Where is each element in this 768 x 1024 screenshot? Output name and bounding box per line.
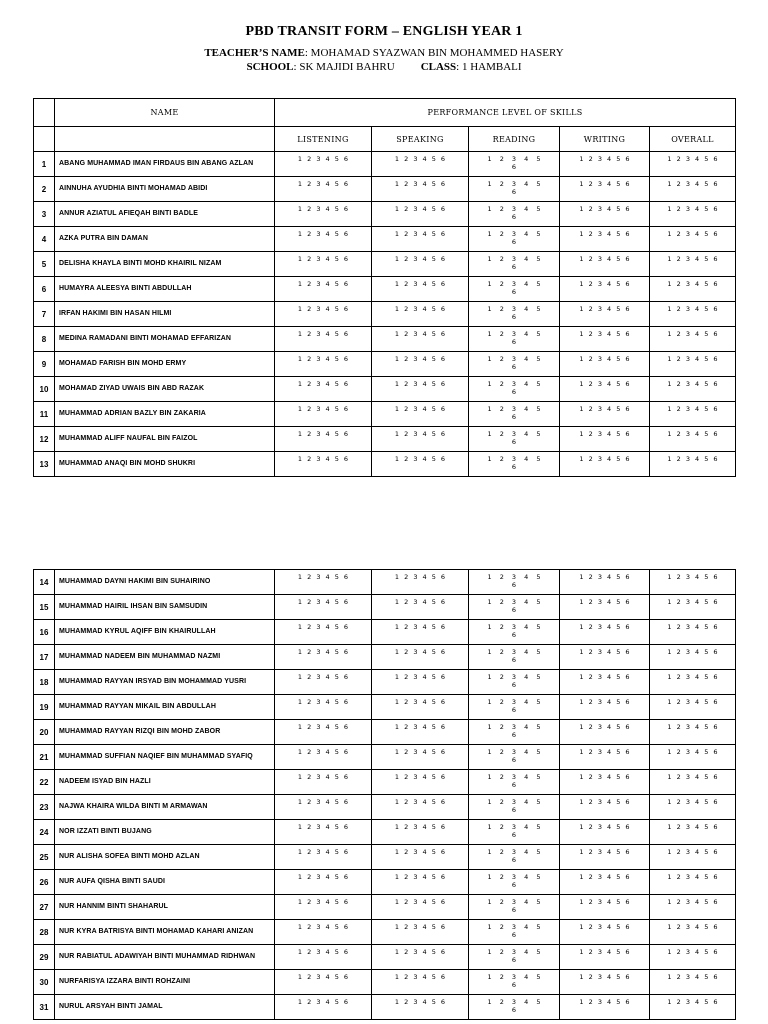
score-reading[interactable]: 1 2 3 4 5 6	[469, 870, 560, 895]
score-reading[interactable]: 1 2 3 4 5 6	[469, 920, 560, 945]
score-reading[interactable]: 1 2 3 4 5 6	[469, 252, 560, 277]
student-name: MUHAMMAD HAIRIL IHSAN BIN SAMSUDIN	[55, 595, 275, 620]
student-number: 19	[34, 695, 55, 720]
table-row	[34, 795, 736, 820]
score-speaking[interactable]: 1 2 3 4 5 6	[372, 720, 469, 745]
score-reading[interactable]: 1 2 3 4 5 6	[469, 995, 560, 1020]
student-name: MUHAMMAD RAYYAN RIZQI BIN MOHD ZABOR	[55, 720, 275, 745]
score-listening[interactable]: 1 2 3 4 5 6	[275, 452, 372, 477]
student-number: 26	[34, 870, 55, 895]
score-writing[interactable]: 1 2 3 4 5 6	[560, 795, 650, 820]
score-writing[interactable]: 1 2 3 4 5 6	[560, 945, 650, 970]
student-number: 21	[34, 745, 55, 770]
score-reading[interactable]: 1 2 3 4 5 6	[469, 745, 560, 770]
student-name: DELISHA KHAYLA BINTI MOHD KHAIRIL NIZAM	[55, 252, 275, 277]
score-listening[interactable]: 1 2 3 4 5 6	[275, 770, 372, 795]
student-number: 10	[34, 377, 55, 402]
score-writing[interactable]: 1 2 3 4 5 6	[560, 670, 650, 695]
score-reading[interactable]: 1 2 3 4 5 6	[469, 152, 560, 177]
student-name: MUHAMMAD ADRIAN BAZLY BIN ZAKARIA	[55, 402, 275, 427]
score-overall[interactable]: 1 2 3 4 5 6	[650, 795, 736, 820]
skills-header-blank	[55, 127, 275, 152]
score-listening[interactable]: 1 2 3 4 5 6	[275, 795, 372, 820]
student-name: NURUL ARSYAH BINTI JAMAL	[55, 995, 275, 1020]
score-speaking[interactable]: 1 2 3 4 5 6	[372, 452, 469, 477]
score-listening[interactable]: 1 2 3 4 5 6	[275, 327, 372, 352]
score-overall[interactable]: 1 2 3 4 5 6	[650, 670, 736, 695]
table-row	[34, 327, 736, 352]
score-listening[interactable]: 1 2 3 4 5 6	[275, 970, 372, 995]
student-number: 15	[34, 595, 55, 620]
score-overall[interactable]: 1 2 3 4 5 6	[650, 202, 736, 227]
class-label: CLASS	[420, 61, 457, 73]
score-overall[interactable]: 1 2 3 4 5 6	[650, 645, 736, 670]
score-reading[interactable]: 1 2 3 4 5 6	[469, 277, 560, 302]
score-writing[interactable]: 1 2 3 4 5 6	[560, 745, 650, 770]
score-writing[interactable]: 1 2 3 4 5 6	[560, 820, 650, 845]
score-overall[interactable]: 1 2 3 4 5 6	[650, 277, 736, 302]
score-overall[interactable]: 1 2 3 4 5 6	[650, 327, 736, 352]
score-listening[interactable]: 1 2 3 4 5 6	[275, 252, 372, 277]
score-listening[interactable]: 1 2 3 4 5 6	[275, 820, 372, 845]
student-number: 24	[34, 820, 55, 845]
student-name: MEDINA RAMADANI BINTI MOHAMAD EFFARIZAN	[55, 327, 275, 352]
score-overall[interactable]: 1 2 3 4 5 6	[650, 227, 736, 252]
student-name: MUHAMMAD SUFFIAN NAQIEF BIN MUHAMMAD SYAFIQ	[55, 745, 275, 770]
table-row	[34, 595, 736, 620]
student-name: NUR ALISHA SOFEA BINTI MOHD AZLAN	[55, 845, 275, 870]
score-overall[interactable]: 1 2 3 4 5 6	[650, 820, 736, 845]
score-overall[interactable]: 1 2 3 4 5 6	[650, 920, 736, 945]
student-number: 12	[34, 427, 55, 452]
score-listening[interactable]: 1 2 3 4 5 6	[275, 645, 372, 670]
score-reading[interactable]: 1 2 3 4 5 6	[469, 945, 560, 970]
table-row	[34, 452, 736, 477]
table-row	[34, 945, 736, 970]
score-reading[interactable]: 1 2 3 4 5 6	[469, 795, 560, 820]
score-speaking[interactable]: 1 2 3 4 5 6	[372, 770, 469, 795]
student-number: 1	[34, 152, 55, 177]
score-overall[interactable]: 1 2 3 4 5 6	[650, 252, 736, 277]
table-row	[34, 152, 736, 177]
score-speaking[interactable]: 1 2 3 4 5 6	[372, 570, 469, 595]
school-name: : SK MAJIDI BAHRU	[293, 61, 395, 73]
score-writing[interactable]: 1 2 3 4 5 6	[560, 177, 650, 202]
score-speaking[interactable]: 1 2 3 4 5 6	[372, 820, 469, 845]
score-overall[interactable]: 1 2 3 4 5 6	[650, 302, 736, 327]
table-row	[34, 995, 736, 1020]
score-reading[interactable]: 1 2 3 4 5 6	[469, 327, 560, 352]
score-writing[interactable]: 1 2 3 4 5 6	[560, 895, 650, 920]
score-reading[interactable]: 1 2 3 4 5 6	[469, 177, 560, 202]
score-overall[interactable]: 1 2 3 4 5 6	[650, 595, 736, 620]
score-listening[interactable]: 1 2 3 4 5 6	[275, 870, 372, 895]
score-speaking[interactable]: 1 2 3 4 5 6	[372, 745, 469, 770]
score-reading[interactable]: 1 2 3 4 5 6	[469, 970, 560, 995]
score-reading[interactable]: 1 2 3 4 5 6	[469, 452, 560, 477]
score-speaking[interactable]: 1 2 3 4 5 6	[372, 402, 469, 427]
score-speaking[interactable]: 1 2 3 4 5 6	[372, 427, 469, 452]
student-name: MUHAMMAD ALIFF NAUFAL BIN FAIZOL	[55, 427, 275, 452]
score-reading[interactable]: 1 2 3 4 5 6	[469, 645, 560, 670]
table-row	[34, 845, 736, 870]
score-speaking[interactable]: 1 2 3 4 5 6	[372, 945, 469, 970]
score-overall[interactable]: 1 2 3 4 5 6	[650, 620, 736, 645]
score-listening[interactable]: 1 2 3 4 5 6	[275, 402, 372, 427]
skill-header-speaking: SPEAKING	[372, 127, 469, 152]
score-listening[interactable]: 1 2 3 4 5 6	[275, 595, 372, 620]
table-row	[34, 202, 736, 227]
student-name: NAJWA KHAIRA WILDA BINTI M ARMAWAN	[55, 795, 275, 820]
performance-header: PERFORMANCE LEVEL OF SKILLS	[275, 99, 736, 127]
score-overall[interactable]: 1 2 3 4 5 6	[650, 177, 736, 202]
score-listening[interactable]: 1 2 3 4 5 6	[275, 945, 372, 970]
student-name: MUHAMMAD RAYYAN IRSYAD BIN MOHAMMAD YUSRI	[55, 670, 275, 695]
score-overall[interactable]: 1 2 3 4 5 6	[650, 695, 736, 720]
score-speaking[interactable]: 1 2 3 4 5 6	[372, 177, 469, 202]
score-speaking[interactable]: 1 2 3 4 5 6	[372, 227, 469, 252]
table-row	[34, 352, 736, 377]
skill-header-listening: LISTENING	[275, 127, 372, 152]
score-overall[interactable]: 1 2 3 4 5 6	[650, 570, 736, 595]
score-speaking[interactable]: 1 2 3 4 5 6	[372, 620, 469, 645]
score-listening[interactable]: 1 2 3 4 5 6	[275, 845, 372, 870]
table-row	[34, 820, 736, 845]
table-row	[34, 427, 736, 452]
score-writing[interactable]: 1 2 3 4 5 6	[560, 620, 650, 645]
score-speaking[interactable]: 1 2 3 4 5 6	[372, 352, 469, 377]
score-reading[interactable]: 1 2 3 4 5 6	[469, 377, 560, 402]
score-writing[interactable]: 1 2 3 4 5 6	[560, 645, 650, 670]
student-name: MUHAMMAD DAYNI HAKIMI BIN SUHAIRINO	[55, 570, 275, 595]
student-number: 27	[34, 895, 55, 920]
score-overall[interactable]: 1 2 3 4 5 6	[650, 945, 736, 970]
student-name: MOHAMAD ZIYAD UWAIS BIN ABD RAZAK	[55, 377, 275, 402]
student-number: 14	[34, 570, 55, 595]
table-row	[34, 402, 736, 427]
teacher-label: TEACHER’S NAME	[204, 47, 305, 59]
score-listening[interactable]: 1 2 3 4 5 6	[275, 302, 372, 327]
table-row	[34, 645, 736, 670]
score-writing[interactable]: 1 2 3 4 5 6	[560, 695, 650, 720]
student-number: 2	[34, 177, 55, 202]
student-number: 29	[34, 945, 55, 970]
student-number: 31	[34, 995, 55, 1020]
score-speaking[interactable]: 1 2 3 4 5 6	[372, 695, 469, 720]
table-row	[34, 177, 736, 202]
score-overall[interactable]: 1 2 3 4 5 6	[650, 452, 736, 477]
score-overall[interactable]: 1 2 3 4 5 6	[650, 845, 736, 870]
score-writing[interactable]: 1 2 3 4 5 6	[560, 970, 650, 995]
score-listening[interactable]: 1 2 3 4 5 6	[275, 620, 372, 645]
student-number: 7	[34, 302, 55, 327]
student-name: MUHAMMAD RAYYAN MIKAIL BIN ABDULLAH	[55, 695, 275, 720]
score-speaking[interactable]: 1 2 3 4 5 6	[372, 795, 469, 820]
score-writing[interactable]: 1 2 3 4 5 6	[560, 595, 650, 620]
table-row	[34, 227, 736, 252]
score-reading[interactable]: 1 2 3 4 5 6	[469, 820, 560, 845]
teacher-name: : MOHAMAD SYAZWAN BIN MOHAMMED HASERY	[304, 47, 564, 59]
score-writing[interactable]: 1 2 3 4 5 6	[560, 427, 650, 452]
table-row	[34, 252, 736, 277]
score-overall[interactable]: 1 2 3 4 5 6	[650, 770, 736, 795]
student-number: 4	[34, 227, 55, 252]
class-name: : 1 HAMBALI	[456, 61, 522, 73]
score-overall[interactable]: 1 2 3 4 5 6	[650, 352, 736, 377]
score-speaking[interactable]: 1 2 3 4 5 6	[372, 595, 469, 620]
student-number: 20	[34, 720, 55, 745]
score-speaking[interactable]: 1 2 3 4 5 6	[372, 252, 469, 277]
table-row	[34, 670, 736, 695]
score-listening[interactable]: 1 2 3 4 5 6	[275, 745, 372, 770]
score-reading[interactable]: 1 2 3 4 5 6	[469, 202, 560, 227]
score-writing[interactable]: 1 2 3 4 5 6	[560, 202, 650, 227]
student-name: ABANG MUHAMMAD IMAN FIRDAUS BIN ABANG AZLAN	[55, 152, 275, 177]
table-row	[34, 970, 736, 995]
score-overall[interactable]: 1 2 3 4 5 6	[650, 377, 736, 402]
score-reading[interactable]: 1 2 3 4 5 6	[469, 570, 560, 595]
score-listening[interactable]: 1 2 3 4 5 6	[275, 352, 372, 377]
score-reading[interactable]: 1 2 3 4 5 6	[469, 695, 560, 720]
header-corner	[34, 99, 55, 127]
table-row	[34, 620, 736, 645]
score-writing[interactable]: 1 2 3 4 5 6	[560, 402, 650, 427]
student-name: NUR HANNIM BINTI SHAHARUL	[55, 895, 275, 920]
score-reading[interactable]: 1 2 3 4 5 6	[469, 595, 560, 620]
students-table-top	[33, 98, 736, 477]
student-number: 9	[34, 352, 55, 377]
score-writing[interactable]: 1 2 3 4 5 6	[560, 252, 650, 277]
score-speaking[interactable]: 1 2 3 4 5 6	[372, 845, 469, 870]
table-row	[34, 770, 736, 795]
score-reading[interactable]: 1 2 3 4 5 6	[469, 352, 560, 377]
score-listening[interactable]: 1 2 3 4 5 6	[275, 570, 372, 595]
score-reading[interactable]: 1 2 3 4 5 6	[469, 402, 560, 427]
score-overall[interactable]: 1 2 3 4 5 6	[650, 152, 736, 177]
score-listening[interactable]: 1 2 3 4 5 6	[275, 720, 372, 745]
score-speaking[interactable]: 1 2 3 4 5 6	[372, 327, 469, 352]
student-number: 23	[34, 795, 55, 820]
school-class-line	[0, 60, 768, 74]
student-name: ANNUR AZIATUL AFIEQAH BINTI BADLE	[55, 202, 275, 227]
score-listening[interactable]: 1 2 3 4 5 6	[275, 695, 372, 720]
score-writing[interactable]: 1 2 3 4 5 6	[560, 920, 650, 945]
score-reading[interactable]: 1 2 3 4 5 6	[469, 620, 560, 645]
student-number: 25	[34, 845, 55, 870]
table-row	[34, 745, 736, 770]
score-writing[interactable]: 1 2 3 4 5 6	[560, 570, 650, 595]
score-speaking[interactable]: 1 2 3 4 5 6	[372, 670, 469, 695]
score-overall[interactable]: 1 2 3 4 5 6	[650, 970, 736, 995]
student-name: NOR IZZATI BINTI BUJANG	[55, 820, 275, 845]
score-speaking[interactable]: 1 2 3 4 5 6	[372, 920, 469, 945]
score-reading[interactable]: 1 2 3 4 5 6	[469, 770, 560, 795]
score-writing[interactable]: 1 2 3 4 5 6	[560, 352, 650, 377]
score-speaking[interactable]: 1 2 3 4 5 6	[372, 152, 469, 177]
score-reading[interactable]: 1 2 3 4 5 6	[469, 302, 560, 327]
score-listening[interactable]: 1 2 3 4 5 6	[275, 377, 372, 402]
student-name: NUR RABIATUL ADAWIYAH BINTI MUHAMMAD RIDHWAN	[55, 945, 275, 970]
score-overall[interactable]: 1 2 3 4 5 6	[650, 895, 736, 920]
score-speaking[interactable]: 1 2 3 4 5 6	[372, 377, 469, 402]
student-number: 5	[34, 252, 55, 277]
student-number: 22	[34, 770, 55, 795]
student-name: AZKA PUTRA BIN DAMAN	[55, 227, 275, 252]
school-label: SCHOOL	[246, 61, 294, 73]
score-reading[interactable]: 1 2 3 4 5 6	[469, 227, 560, 252]
score-speaking[interactable]: 1 2 3 4 5 6	[372, 202, 469, 227]
score-listening[interactable]: 1 2 3 4 5 6	[275, 670, 372, 695]
score-listening[interactable]: 1 2 3 4 5 6	[275, 202, 372, 227]
score-writing[interactable]: 1 2 3 4 5 6	[560, 152, 650, 177]
table-row	[34, 895, 736, 920]
score-speaking[interactable]: 1 2 3 4 5 6	[372, 995, 469, 1020]
name-header: NAME	[55, 99, 275, 127]
score-speaking[interactable]: 1 2 3 4 5 6	[372, 870, 469, 895]
students-table-bottom	[33, 569, 736, 1020]
score-speaking[interactable]: 1 2 3 4 5 6	[372, 277, 469, 302]
student-name: HUMAYRA ALEESYA BINTI ABDULLAH	[55, 277, 275, 302]
student-number: 17	[34, 645, 55, 670]
student-name: MUHAMMAD KYRUL AQIFF BIN KHAIRULLAH	[55, 620, 275, 645]
score-writing[interactable]: 1 2 3 4 5 6	[560, 870, 650, 895]
table-row	[34, 720, 736, 745]
table-row	[34, 277, 736, 302]
teacher-line	[0, 46, 768, 60]
score-writing[interactable]: 1 2 3 4 5 6	[560, 720, 650, 745]
score-writing[interactable]: 1 2 3 4 5 6	[560, 227, 650, 252]
score-overall[interactable]: 1 2 3 4 5 6	[650, 870, 736, 895]
score-reading[interactable]: 1 2 3 4 5 6	[469, 720, 560, 745]
table-row	[34, 695, 736, 720]
score-listening[interactable]: 1 2 3 4 5 6	[275, 177, 372, 202]
score-overall[interactable]: 1 2 3 4 5 6	[650, 745, 736, 770]
score-listening[interactable]: 1 2 3 4 5 6	[275, 277, 372, 302]
student-number: 30	[34, 970, 55, 995]
score-speaking[interactable]: 1 2 3 4 5 6	[372, 895, 469, 920]
score-overall[interactable]: 1 2 3 4 5 6	[650, 995, 736, 1020]
student-name: AINNUHA AYUDHIA BINTI MOHAMAD ABIDI	[55, 177, 275, 202]
score-overall[interactable]: 1 2 3 4 5 6	[650, 427, 736, 452]
score-writing[interactable]: 1 2 3 4 5 6	[560, 377, 650, 402]
score-writing[interactable]: 1 2 3 4 5 6	[560, 845, 650, 870]
table-row	[34, 377, 736, 402]
skills-header-corner	[34, 127, 55, 152]
table-row	[34, 870, 736, 895]
form-title: PBD TRANSIT FORM – ENGLISH YEAR 1	[245, 24, 523, 39]
student-number: 8	[34, 327, 55, 352]
student-name: NUR KYRA BATRISYA BINTI MOHAMAD KAHARI ANIZAN	[55, 920, 275, 945]
score-speaking[interactable]: 1 2 3 4 5 6	[372, 302, 469, 327]
skill-header-overall: OVERALL	[650, 127, 736, 152]
skill-header-reading: READING	[469, 127, 560, 152]
student-name: NUR AUFA QISHA BINTI SAUDI	[55, 870, 275, 895]
score-listening[interactable]: 1 2 3 4 5 6	[275, 227, 372, 252]
score-writing[interactable]: 1 2 3 4 5 6	[560, 327, 650, 352]
student-name: NADEEM ISYAD BIN HAZLI	[55, 770, 275, 795]
table-row	[34, 920, 736, 945]
score-speaking[interactable]: 1 2 3 4 5 6	[372, 645, 469, 670]
score-writing[interactable]: 1 2 3 4 5 6	[560, 770, 650, 795]
score-reading[interactable]: 1 2 3 4 5 6	[469, 670, 560, 695]
score-reading[interactable]: 1 2 3 4 5 6	[469, 845, 560, 870]
student-number: 3	[34, 202, 55, 227]
student-name: MUHAMMAD ANAQI BIN MOHD SHUKRI	[55, 452, 275, 477]
score-overall[interactable]: 1 2 3 4 5 6	[650, 402, 736, 427]
score-speaking[interactable]: 1 2 3 4 5 6	[372, 970, 469, 995]
student-name: IRFAN HAKIMI BIN HASAN HILMI	[55, 302, 275, 327]
student-name: MUHAMMAD NADEEM BIN MUHAMMAD NAZMI	[55, 645, 275, 670]
table-row	[34, 302, 736, 327]
score-listening[interactable]: 1 2 3 4 5 6	[275, 920, 372, 945]
score-listening[interactable]: 1 2 3 4 5 6	[275, 427, 372, 452]
score-reading[interactable]: 1 2 3 4 5 6	[469, 895, 560, 920]
student-name: NURFARISYA IZZARA BINTI ROHZAINI	[55, 970, 275, 995]
score-writing[interactable]: 1 2 3 4 5 6	[560, 277, 650, 302]
table-row	[34, 570, 736, 595]
student-number: 16	[34, 620, 55, 645]
score-writing[interactable]: 1 2 3 4 5 6	[560, 995, 650, 1020]
student-number: 28	[34, 920, 55, 945]
student-number: 6	[34, 277, 55, 302]
student-number: 13	[34, 452, 55, 477]
score-writing[interactable]: 1 2 3 4 5 6	[560, 302, 650, 327]
skill-header-writing: WRITING	[560, 127, 650, 152]
score-listening[interactable]: 1 2 3 4 5 6	[275, 895, 372, 920]
score-listening[interactable]: 1 2 3 4 5 6	[275, 152, 372, 177]
score-overall[interactable]: 1 2 3 4 5 6	[650, 720, 736, 745]
student-number: 11	[34, 402, 55, 427]
score-listening[interactable]: 1 2 3 4 5 6	[275, 995, 372, 1020]
student-name: MOHAMAD FARISH BIN MOHD ERMY	[55, 352, 275, 377]
score-writing[interactable]: 1 2 3 4 5 6	[560, 452, 650, 477]
student-number: 18	[34, 670, 55, 695]
score-reading[interactable]: 1 2 3 4 5 6	[469, 427, 560, 452]
